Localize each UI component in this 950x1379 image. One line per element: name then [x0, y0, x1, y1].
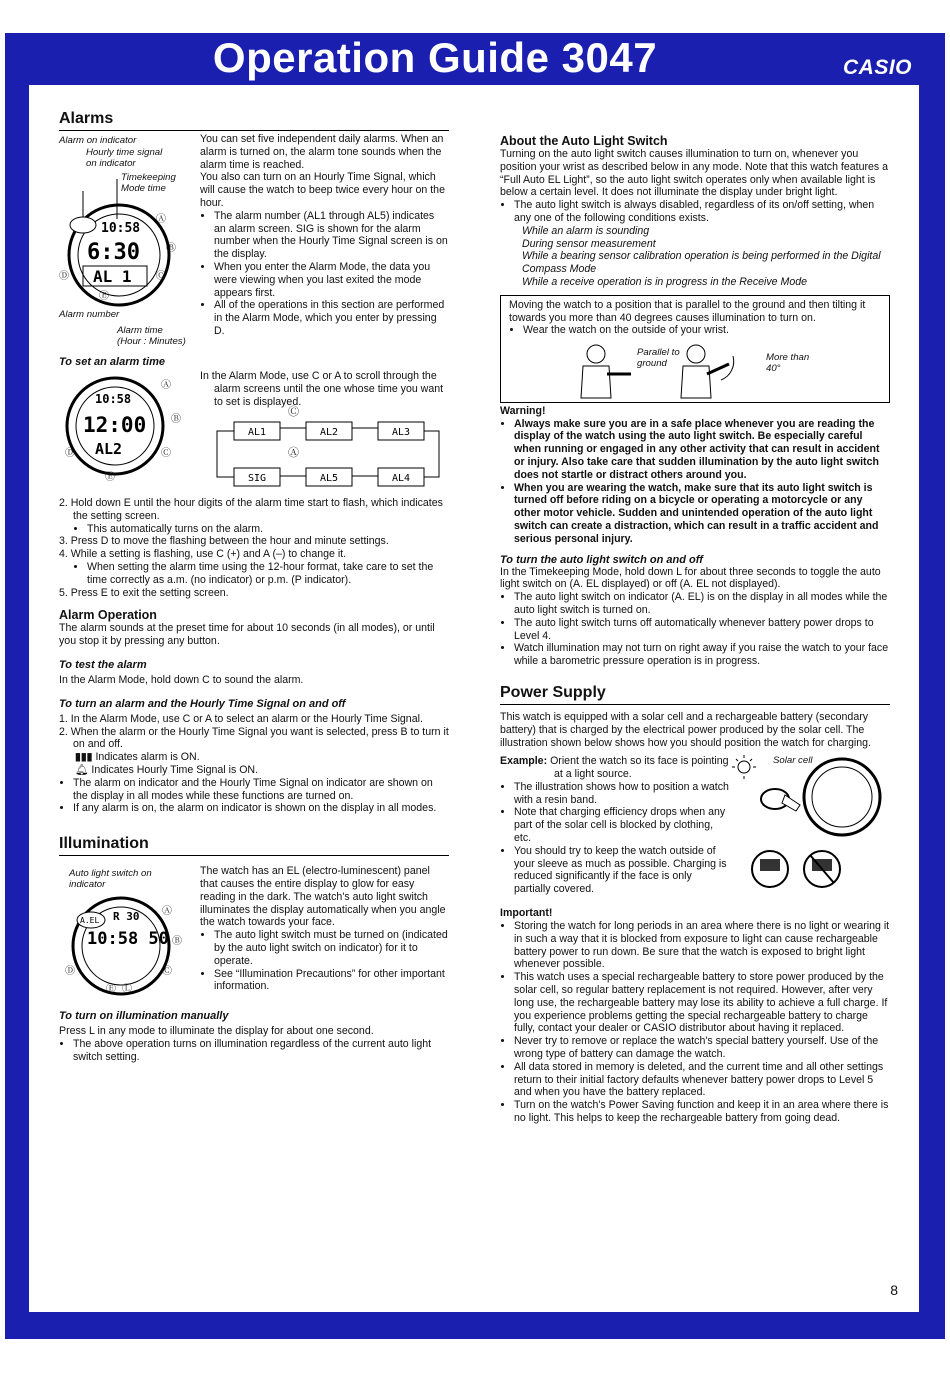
- alarm-on-icon: ▮▮▮: [75, 751, 96, 764]
- button-b-label: Ⓑ: [166, 243, 176, 254]
- cycle-item: AL4: [391, 473, 411, 484]
- set-alarm-steps: [59, 497, 449, 599]
- button-c-label: Ⓒ: [161, 448, 171, 459]
- list-item: • If any alarm is on, the alarm on indicator is shown on the display in all modes.: [73, 802, 449, 815]
- list-item: • The above operation turns on illumination regardless of the current auto light switch setting.: [73, 1038, 449, 1064]
- button-a-label: Ⓐ: [161, 380, 171, 391]
- power-figure-area: [500, 755, 890, 907]
- alarm-figure-area: [59, 131, 449, 356]
- fig-label: Alarm time: [117, 325, 163, 336]
- svg-text:A.EL: A.EL: [80, 916, 100, 926]
- list-item: • The auto light switch turns off automatically whenever battery power drops to Level 4.: [514, 617, 890, 643]
- manual-illumination-heading: To turn on illumination manually: [59, 1010, 229, 1023]
- button-d-label: Ⓓ: [65, 448, 75, 459]
- power-supply-heading: Power Supply: [500, 684, 890, 705]
- alarms-heading: Alarms: [59, 110, 449, 131]
- bullet-list: [59, 561, 449, 587]
- list-item: During sensor measurement: [522, 237, 656, 250]
- text: Indicates alarm is ON.: [95, 751, 200, 764]
- paragraph: Turning on the auto light switch causes illumination to turn on, whenever you position your wrist as described below in any mode. Note that this watch features a “Full Auto EL Light”, so the auto light switch operates only when available light is below a certain level. It does not illuminate the display under bright light.: [500, 148, 889, 199]
- paragraph: [500, 755, 730, 781]
- cycle-item: AL2: [319, 427, 339, 438]
- paragraph: In the Alarm Mode, hold down C to sound the alarm.: [59, 673, 304, 686]
- fig-label: Hourly time signal: [86, 147, 163, 158]
- paragraph: In the Alarm Mode, use C or A to scroll through the alarm screens until the one whose time you want to set is displayed.: [200, 370, 444, 408]
- button-c-label: Ⓒ: [162, 966, 172, 978]
- list-item: • When you are wearing the watch, make sure that its auto light switch is turned off before riding on a bicycle or operating a motorcycle or any other motor vehicle. Sudden and unintended operation of the auto light switch can create a distraction, which can result in a traffic accident and serious personal injury.: [514, 482, 890, 546]
- paragraph: 5. Press E to exit the setting screen.: [59, 586, 229, 599]
- text: Indicates Hourly Time Signal is ON.: [91, 763, 259, 776]
- paragraph: 3. Press D to move the flashing between the hour and minute settings.: [59, 535, 389, 548]
- watch-illustration: [65, 370, 175, 482]
- list-item: • The alarm number (AL1 through AL5) indicates an alarm screen. SIG is shown for the alarm number when the Hourly Time Signal screen is on the display.: [214, 210, 448, 261]
- button-d-label: Ⓓ: [65, 966, 75, 978]
- fig-label: on indicator: [86, 158, 136, 169]
- button-b-label: Ⓑ: [172, 936, 182, 948]
- warning-list: [500, 418, 890, 546]
- cycle-item: SIG: [247, 473, 267, 484]
- right-column: [500, 134, 890, 1125]
- test-alarm-heading: To test the alarm: [59, 658, 147, 671]
- alarms-intro: [200, 133, 448, 338]
- list-item: • The auto light switch is always disabled, regardless of its on/off setting, when any one of the following conditions exists.: [514, 199, 890, 225]
- important-heading: Important!: [500, 907, 553, 920]
- alarm-operation-heading: Alarm Operation: [59, 608, 157, 623]
- bullet-list: [500, 591, 890, 668]
- list-item: • Storing the watch for long periods in an area where there is no light or wearing it in such a way that it is blocked from exposure to light can cause rechargeable battery power to run down. Be sure that the watch is exposed to bright light whenever possible.: [514, 920, 890, 971]
- fig-label: Parallel to: [637, 346, 680, 358]
- cycle-item: AL1: [247, 427, 267, 438]
- paragraph: [59, 764, 449, 777]
- illumination-figure-area: [59, 856, 449, 1002]
- paragraph: You can set five independent daily alarms. When an alarm is turned on, the alarm tone sounds when the alarm time is reached.: [200, 133, 444, 171]
- bullet-list: [59, 777, 449, 815]
- button-e-label: Ⓔ: [99, 291, 109, 302]
- bell-icon: 🔔︎: [75, 763, 92, 776]
- alarm-cycle-diagram: [209, 406, 449, 494]
- list-item: • This watch uses a special rechargeable battery to store power produced by the solar cell, so regular battery replacement is not required. However, after very long use, the rechargeable battery may lose its ability to achieve a full charge. If you experience problems getting the special rechargeable battery to charge fully, contact your dealer or CASIO distributor about having it replaced.: [514, 971, 890, 1035]
- set-alarm-figure: [59, 368, 449, 493]
- bullet-list: [59, 1038, 449, 1064]
- conditions-list: [500, 225, 890, 289]
- solar-illustration: [730, 755, 895, 895]
- svg-text:AL2: AL2: [95, 440, 123, 458]
- fig-label: indicator: [69, 879, 106, 891]
- fig-label: 40°: [766, 362, 781, 374]
- sun-icon: [738, 761, 750, 773]
- paragraph: In the Timekeeping Mode, hold down L for about three seconds to toggle the auto light switch on (A. EL displayed) or off (A. EL not displayed).: [500, 565, 881, 591]
- list-item: • Wear the watch on the outside of your wrist.: [523, 324, 881, 337]
- button-e-label: Ⓔ: [106, 984, 116, 996]
- fig-label: Solar cell: [773, 755, 813, 767]
- svg-text:6:30: 6:30: [87, 240, 140, 265]
- toggle-alarm-heading: To turn an alarm and the Hourly Time Signal on and off: [59, 697, 346, 710]
- svg-text:Ⓒ: Ⓒ: [288, 406, 299, 418]
- paragraph: 2. Hold down E until the hour digits of the alarm time start to flash, which indicates the setting screen.: [59, 497, 443, 522]
- list-item: • Turn on the watch's Power Saving function and keep it in an area where there is no light. This helps to keep the rechargeable battery from going dead.: [514, 1099, 890, 1125]
- text: Example:: [500, 755, 548, 768]
- fig-label: More than: [766, 351, 810, 363]
- important-list: [500, 920, 890, 1125]
- list-item: • When you enter the Alarm Mode, the data you were viewing when you last exited the mode appears first.: [214, 261, 448, 299]
- paragraph: The alarm sounds at the preset time for about 10 seconds (in all modes), or until you stop it by pressing any button.: [59, 622, 435, 648]
- svg-text:12:00: 12:00: [83, 413, 147, 437]
- page-number: 8: [890, 1282, 898, 1298]
- bullet-list: [200, 929, 450, 993]
- bullet-list: [500, 781, 730, 896]
- list-item: • See “Illumination Precautions” for other important information.: [214, 968, 450, 994]
- list-item: • This automatically turns on the alarm.: [87, 523, 449, 536]
- list-item: While a bearing sensor calibration operation is being performed in the Digital Compass Mode: [522, 250, 881, 276]
- bullet-list: [200, 210, 448, 338]
- example-text: [500, 755, 730, 896]
- list-item: • Always make sure you are in a safe place whenever you are reading the display of the watch using the auto light switch. Be especially careful when running or engaged in any other activity that can result in accident or injury. Also take care that sudden illumination by the auto light switch does not startle or distract others around you.: [514, 418, 890, 482]
- paragraph: 4. While a setting is flashing, use C (+) and A (–) to change it.: [59, 548, 347, 561]
- list-item: • The illustration shows how to position a watch with a resin band.: [514, 781, 730, 807]
- button-l-label: Ⓛ: [122, 984, 132, 996]
- paragraph: Press L in any mode to illuminate the display for about one second.: [59, 1025, 374, 1038]
- list-item: While an alarm is sounding: [522, 224, 650, 237]
- paragraph: 1. In the Alarm Mode, use C or A to select an alarm or the Hourly Time Signal.: [59, 712, 423, 725]
- list-item: • Never try to remove or replace the watch's special battery yourself. Use of the wrong type of battery can damage the watch.: [514, 1035, 890, 1061]
- list-item: • Watch illumination may not turn on right away if you raise the watch to your face while a barometric pressure operation is in progress.: [514, 642, 890, 668]
- list-item: • When setting the alarm time using the 12-hour format, take care to set the time correctly as a.m. (no indicator) or p.m. (P indicator).: [87, 561, 449, 587]
- set-alarm-heading: To set an alarm time: [59, 356, 165, 368]
- warning-heading: Warning!: [500, 404, 546, 417]
- list-item: • The auto light switch on indicator (A. EL) is on the display in all modes while the auto light switch is turned on.: [514, 591, 890, 617]
- paragraph: You also can turn on an Hourly Time Signal, which will cause the watch to beep twice every hour on the hour.: [200, 171, 445, 209]
- auto-light-toggle-heading: To turn the auto light switch on and off: [500, 553, 703, 566]
- fig-label: (Hour : Minutes): [117, 336, 186, 347]
- button-a-label: Ⓐ: [156, 214, 166, 225]
- toggle-alarm-steps: [59, 713, 449, 815]
- page-title: Operation Guide 3047: [212, 34, 658, 81]
- step1: [200, 370, 450, 408]
- illumination-intro: [200, 865, 450, 993]
- paragraph: Moving the watch to a position that is parallel to the ground and then tilting it towards you more than 40 degrees causes illumination to turn on.: [509, 298, 866, 324]
- tilt-box: [500, 295, 890, 403]
- button-b-label: Ⓑ: [171, 414, 181, 425]
- cycle-item: AL3: [391, 427, 411, 438]
- svg-text:AL 1: AL 1: [93, 267, 132, 286]
- button-c-label: Ⓒ: [156, 271, 166, 282]
- list-item: • The alarm on indicator and the Hourly Time Signal on indicator are shown on the display in all modes while these functions are turned on.: [73, 777, 449, 803]
- list-item: • All of the operations in this section are performed in the Alarm Mode, which you enter by pressing D.: [214, 299, 448, 337]
- left-column: [59, 110, 449, 1064]
- cycle-item: AL5: [319, 473, 339, 484]
- paragraph: The watch has an EL (electro-luminescent) panel that causes the entire display to glow for easy reading in the dark. The watch's auto light switch illuminates the display automatically when you angle the watch towards your face.: [200, 865, 446, 929]
- fig-label: Alarm number: [59, 309, 120, 320]
- list-item: • All data stored in memory is deleted, and the current time and all other settings return to their initial factory defaults whenever battery power drops to Level 5 and when you have the battery replaced.: [514, 1061, 890, 1099]
- button-e-label: Ⓔ: [105, 472, 115, 483]
- svg-text:R 30: R 30: [113, 910, 140, 924]
- bullet-list: [59, 523, 449, 536]
- list-item: • You should try to keep the watch outside of your sleeve as much as possible. Charging is reduced significantly if the face is only partially covered.: [514, 845, 730, 896]
- svg-text:10:58: 10:58: [101, 221, 141, 236]
- paragraph: This watch is equipped with a solar cell and a rechargeable battery (secondary battery) that is charged by the electrical power produced by the solar cell. The illustration shown below shows how you should position the watch for charging.: [500, 710, 871, 749]
- svg-text:10:58 50: 10:58 50: [87, 929, 169, 950]
- auto-light-heading: About the Auto Light Switch: [500, 134, 668, 148]
- illumination-heading: Illumination: [59, 835, 449, 856]
- text: Orient the watch so its face is pointing at a light source.: [550, 755, 729, 781]
- fig-label: Alarm on indicator: [59, 135, 137, 146]
- bullet-list: [500, 199, 890, 225]
- list-item: • Note that charging efficiency drops when any part of the solar cell is blocked by clothing, etc.: [514, 806, 730, 844]
- fig-label: Timekeeping: [121, 172, 176, 183]
- list-item: While a receive operation is in progress in the Receive Mode: [522, 275, 807, 288]
- casio-logo: CASIO: [842, 56, 912, 79]
- bullet-list: [509, 324, 881, 337]
- svg-text:Ⓐ: Ⓐ: [288, 447, 299, 459]
- paragraph: 2. When the alarm or the Hourly Time Signal you want is selected, press B to turn it on and off.: [59, 725, 449, 751]
- list-item: • The auto light switch must be turned on (indicated by the auto light switch on indicator) for it to operate.: [214, 929, 450, 967]
- fig-label: ground: [637, 357, 667, 369]
- fig-label: Mode time: [121, 183, 166, 194]
- fig-label: Auto light switch on: [69, 868, 152, 880]
- svg-text:10:58: 10:58: [95, 392, 132, 406]
- button-d-label: Ⓓ: [59, 271, 69, 282]
- paragraph: [59, 751, 449, 764]
- button-a-label: Ⓐ: [162, 906, 172, 918]
